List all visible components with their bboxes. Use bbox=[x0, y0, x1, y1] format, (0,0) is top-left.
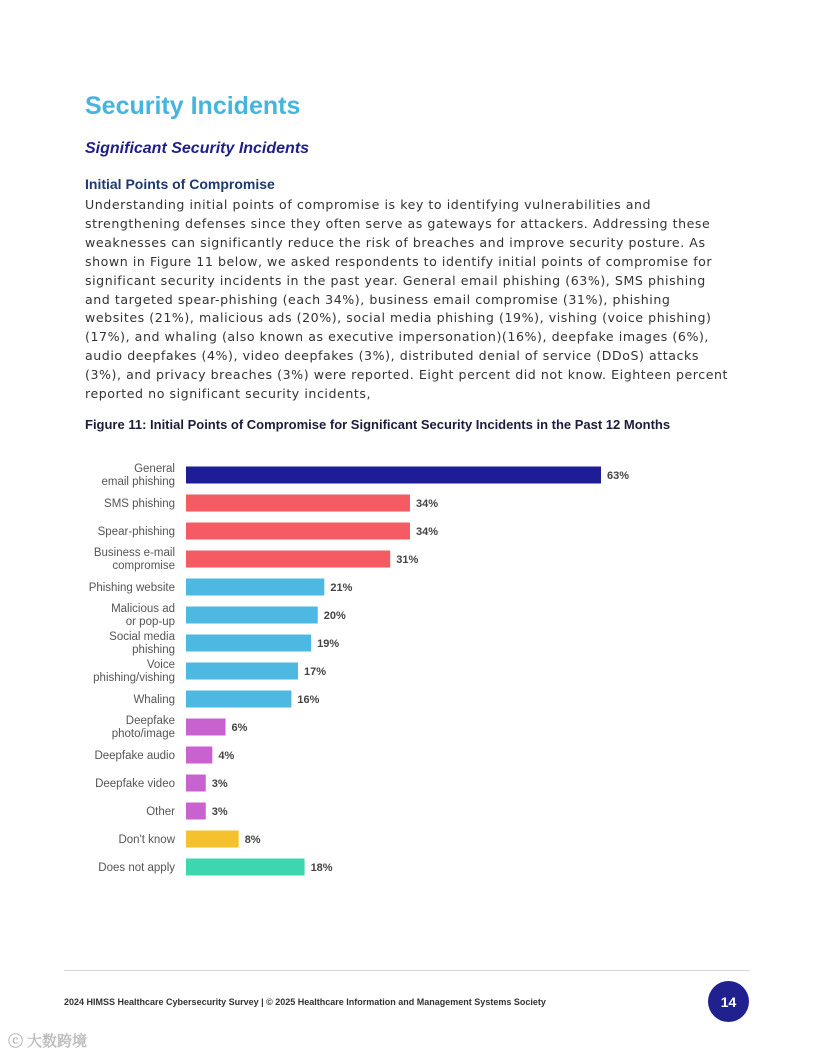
bar-13 bbox=[186, 831, 239, 848]
category-label-6: Social media phishing bbox=[109, 631, 175, 656]
category-label-5: Malicious ad or pop-up bbox=[111, 603, 175, 628]
value-label-10: 4% bbox=[218, 750, 235, 762]
topic-heading: Initial Points of Compromise bbox=[85, 176, 275, 192]
footer-divider bbox=[64, 970, 750, 971]
body-paragraph: Understanding initial points of compromise is key to identifying vulnerabilities and strengthening defenses since they often serve as gateways for attackers. Addressing these weaknesses can significantly reduce the risk of breaches and improve security posture. As shown in Figure 11 below, we asked respondents to identify initial points of compromise for significant security incidents in the past year. General email phishing (63%), SMS phishing and targeted spear-phishing (each 34%), business email compromise (31%), phishing websites (21%), malicious ads (20%), social media phishing (19%), vishing (voice phishing) (17%), and whaling (also known as executive impersonation)(16%), deepfake images (6%), audio deepfakes (4%), video deepfakes (3%), distributed denial of service (DDoS) attacks (3%), and privacy breaches (3%) were reported. Eight percent did not know. Eighteen percent reported no significant security incidents, bbox=[85, 197, 729, 402]
bar-5 bbox=[186, 607, 318, 624]
category-label-2: Spear-phishing bbox=[97, 526, 175, 538]
page-number-badge bbox=[708, 981, 749, 1022]
bar-11 bbox=[186, 775, 206, 792]
watermark-text: 大数跨境 bbox=[27, 1033, 88, 1050]
category-label-11: Deepfake video bbox=[95, 778, 175, 790]
value-label-9: 6% bbox=[231, 722, 248, 734]
bar-3 bbox=[186, 551, 390, 568]
value-label-2: 34% bbox=[415, 526, 438, 538]
bar-2 bbox=[186, 523, 410, 540]
value-label-7: 17% bbox=[303, 666, 327, 678]
category-label-8: Whaling bbox=[133, 694, 175, 706]
footer-text: 2024 HIMSS Healthcare Cybersecurity Survey | © 2025 Healthcare Information and Management Systems Society bbox=[64, 997, 546, 1007]
bar-14 bbox=[186, 859, 305, 876]
value-label-1: 34% bbox=[415, 498, 438, 510]
category-label-3: Business e-mail compromise bbox=[93, 547, 175, 572]
section-subheading: Significant Security Incidents bbox=[85, 140, 310, 157]
category-label-14: Does not apply bbox=[98, 862, 175, 874]
category-label-0: General email phishing bbox=[101, 463, 175, 488]
watermark-logo-icon: ⓒ bbox=[8, 1033, 24, 1050]
page-number: 14 bbox=[720, 993, 737, 1010]
figure-caption: Figure 11: Initial Points of Compromise for Significant Security Incidents in the Past 12 Months bbox=[85, 417, 671, 432]
page-heading: Security Incidents bbox=[85, 92, 301, 120]
category-label-7: Voice phishing/vishing bbox=[93, 659, 175, 684]
value-label-8: 16% bbox=[297, 694, 320, 706]
watermark bbox=[8, 1030, 87, 1051]
value-label-6: 19% bbox=[317, 638, 340, 650]
bar-7 bbox=[186, 663, 298, 680]
value-label-4: 21% bbox=[330, 582, 353, 594]
value-label-14: 18% bbox=[310, 862, 333, 874]
value-label-12: 3% bbox=[211, 806, 228, 818]
value-label-3: 31% bbox=[396, 554, 419, 566]
bar-10 bbox=[186, 747, 212, 764]
value-label-0: 63% bbox=[607, 470, 630, 482]
category-label-12: Other bbox=[146, 806, 175, 818]
bar-1 bbox=[186, 495, 410, 512]
value-label-13: 8% bbox=[244, 834, 261, 846]
bar-8 bbox=[186, 691, 291, 708]
bar-0 bbox=[186, 467, 601, 484]
category-label-9: Deepfake photo/image bbox=[111, 715, 175, 740]
bar-9 bbox=[186, 719, 226, 736]
category-label-1: SMS phishing bbox=[104, 498, 175, 510]
bar-chart bbox=[0, 450, 816, 890]
bar-12 bbox=[186, 803, 206, 820]
category-label-13: Don't know bbox=[118, 834, 175, 846]
bar-6 bbox=[186, 635, 311, 652]
value-label-11: 3% bbox=[211, 778, 228, 790]
category-label-4: Phishing website bbox=[88, 582, 175, 594]
category-label-10: Deepfake audio bbox=[94, 750, 175, 762]
bar-4 bbox=[186, 579, 324, 596]
value-label-5: 20% bbox=[323, 610, 346, 622]
